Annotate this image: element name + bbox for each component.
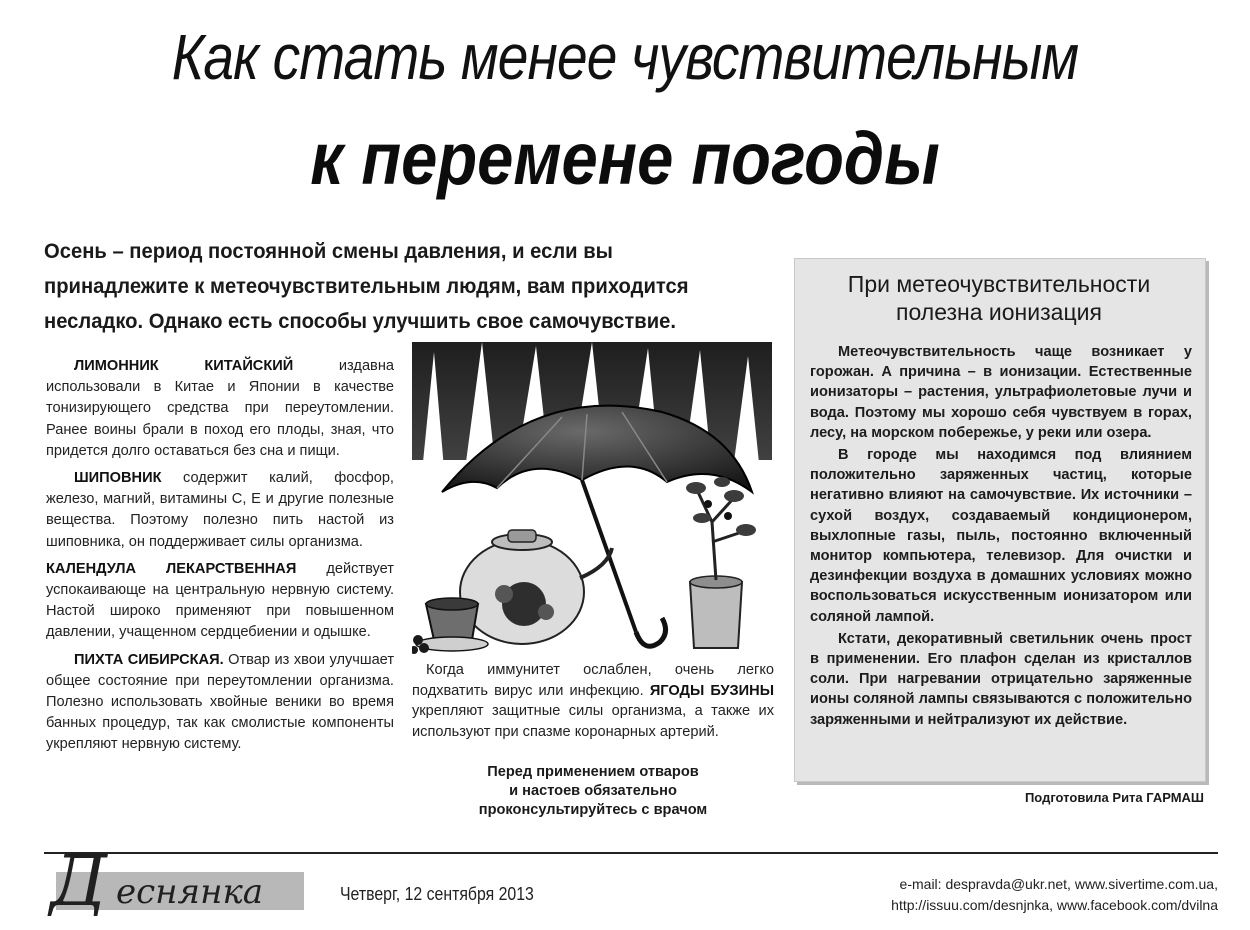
sidebar-paragraph: Кстати, декоративный светильник очень прост в применении. Его плафон сделан из кристаллов соли. При нагревании отрицательно заряженные ионы соляной лампы связываются с положительно заряженными и нейтрализуют их действие. bbox=[810, 630, 1192, 728]
herb-text: содержит калий, фосфор, железо, магний, витамины С, Е и другие полезные вещества. Поэтому полезно пить настой из шиповника, он поддерживает силы организма. bbox=[46, 470, 394, 550]
left-column bbox=[46, 356, 394, 762]
illustration-caption bbox=[412, 660, 774, 742]
contact-line: http://issuu.com/desnjnka, www.facebook.com/dvilna bbox=[891, 897, 1218, 913]
sidebar-title-line: При метеочувствительности bbox=[847, 271, 1151, 297]
warning-line: проконсультируйтесь с врачом bbox=[478, 802, 708, 818]
sidebar-paragraph: В городе мы находимся под влиянием положительно заряженных частиц, которые негативно влияют на самочувствие. Их источники – сухой воздух, создаваемый кондиционером, выхлопные газы, пыль, постоянно включенный монитор компьютера, телевизор. Для очистки и дезинфекции воздуха в домашних условиях можно воспользоваться искусственным ионизатором или соляной лампой. bbox=[810, 447, 1192, 625]
sidebar-text bbox=[810, 342, 1192, 732]
logo-wordmark: еснянка bbox=[116, 872, 264, 912]
headline-line-1: Как стать менее чувствительным bbox=[171, 21, 1079, 93]
contact-line: e-mail: despravda@ukr.net, www.sivertime.com.ua, bbox=[899, 876, 1218, 892]
warning-line: Перед применением отваров bbox=[487, 764, 699, 780]
issue-date: Четверг, 12 сентября 2013 bbox=[340, 884, 534, 904]
footer-divider bbox=[44, 852, 1218, 854]
lead-paragraph: Осень – период постоянной смены давления, и если вы принадлежите к метеочувствительным людям, вам приходится несладко. Однако есть способы улучшить свое самочувствие. bbox=[44, 239, 689, 333]
doctor-warning bbox=[412, 763, 774, 820]
warning-line: и настоев обязательно bbox=[509, 783, 677, 799]
herb-text: издавна использовали в Китае и Японии в качестве тонизирующего средства при переутомлении. Ранее воины брали в поход его плоды, зная, что придется долго оставаться без сна и пищи. bbox=[46, 358, 394, 459]
sidebar-paragraph: Метеочувствительность чаще возникает у горожан. А причина – в ионизации. Естественные ионизаторы – растения, ультрафиолетовые лучи и вода. Поэтому мы хорошо себя чувствуем в горах, лесу, на морском побережье, у реки или озера. bbox=[810, 344, 1192, 441]
herb-paragraph bbox=[46, 356, 394, 462]
sidebar-title bbox=[794, 270, 1204, 326]
caption-bold: ЯГОДЫ БУЗИНЫ bbox=[649, 682, 774, 699]
herb-paragraph bbox=[46, 650, 394, 756]
headline-line-2: к перемене погоды bbox=[310, 117, 940, 200]
herb-paragraph bbox=[46, 559, 394, 644]
umbrella-illustration bbox=[412, 342, 772, 660]
contacts bbox=[760, 874, 1218, 916]
herb-name: ПИХТА СИБИРСКАЯ. bbox=[74, 651, 224, 668]
herb-text: действует успокаивающе на центральную нервную систему. Настой широко применяют при повышенном давлении, учащенном сердцебиении и одышке. bbox=[46, 560, 394, 641]
umbrella-rain-icon bbox=[412, 342, 772, 660]
herb-name: КАЛЕНДУЛА ЛЕКАРСТВЕННАЯ bbox=[46, 560, 297, 577]
herb-paragraph bbox=[46, 468, 394, 553]
caption-text: Когда иммунитет ослаблен, очень легко подхватить вирус или инфекцию. bbox=[412, 662, 774, 699]
herb-name: ШИПОВНИК bbox=[74, 470, 162, 487]
sidebar-title-line: полезна ионизация bbox=[896, 299, 1102, 325]
author-credit: Подготовила Рита ГАРМАШ bbox=[1024, 790, 1204, 805]
logo-initial: Д bbox=[50, 840, 107, 922]
caption-text: укрепляют защитные силы организма, а также их используют при спазме коронарных артерий. bbox=[412, 703, 774, 740]
herb-text: Отвар из хвои улучшает общее состояние при переутомлении организма. Полезно использовать хвойные веники во время банных процедур, так как смолистые компоненты укрепляют нервную систему. bbox=[46, 651, 394, 753]
herb-name: ЛИМОННИК КИТАЙСКИЙ bbox=[74, 358, 294, 374]
